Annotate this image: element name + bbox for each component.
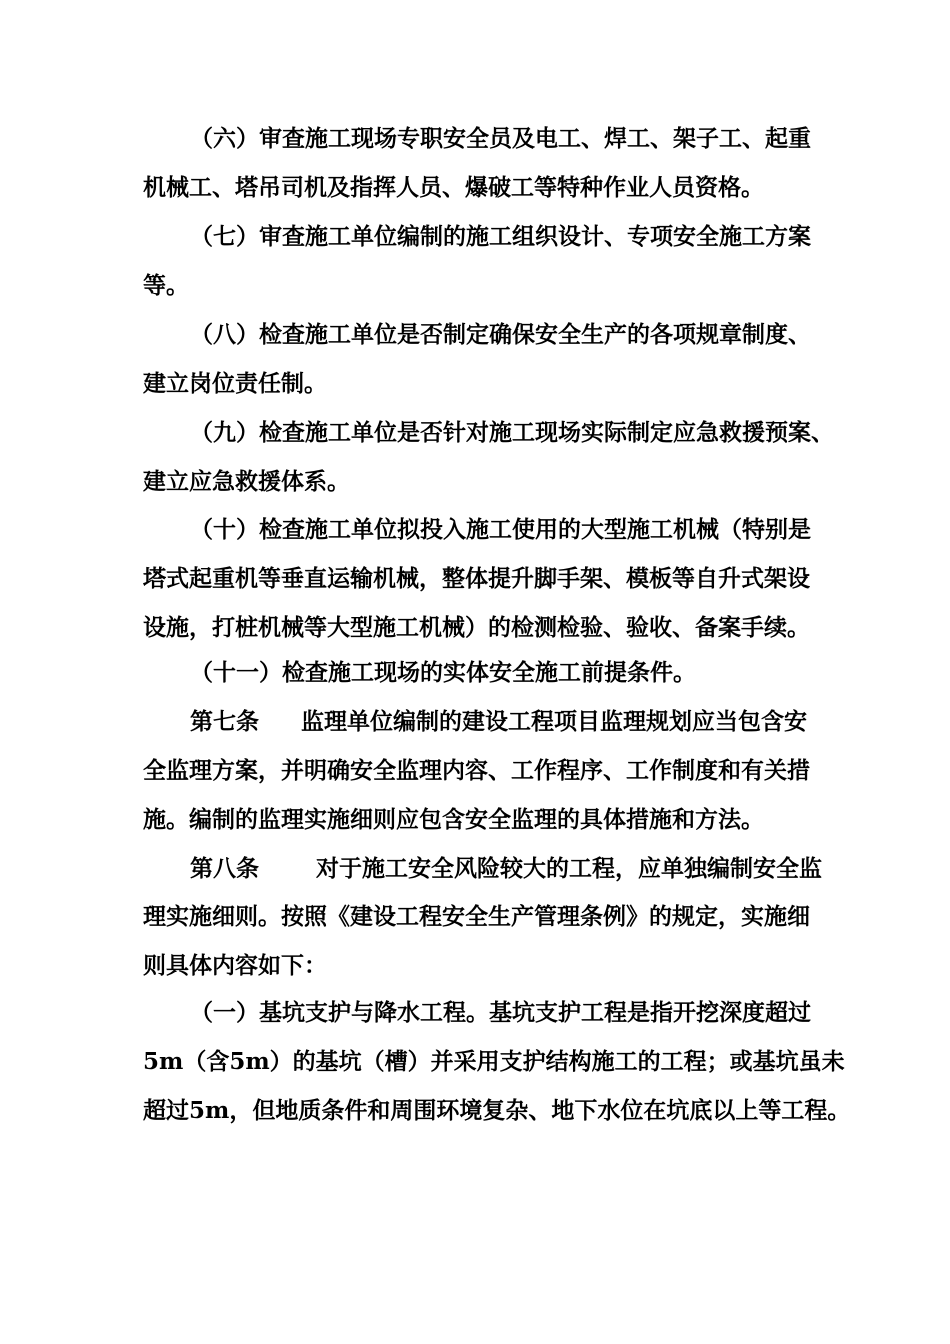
paragraph-10-line-2: 塔式起重机等垂直运输机械，整体提升脚手架、模板等自升式架设: [143, 565, 810, 592]
article-8-line-3: 则具体内容如下：: [143, 952, 327, 979]
article-7-line-1: [190, 707, 807, 737]
item-1-line-2: 5m（含5m）的基坑（槽）并采用支护结构施工的工程；或基坑虽未: [143, 1048, 845, 1075]
article-7-line-2: 全监理方案，并明确安全监理内容、工作程序、工作制度和有关措: [143, 757, 810, 784]
item-1-line-1: （一）基坑支护与降水工程。基坑支护工程是指开挖深度超过: [190, 999, 811, 1026]
paragraph-6-line-1: （六）审查施工现场专职安全员及电工、焊工、架子工、起重: [190, 125, 811, 152]
article-8-label: 第八条: [190, 855, 259, 882]
paragraph-9-line-1: （九）检查施工单位是否针对施工现场实际制定应急救援预案、: [190, 419, 834, 446]
paragraph-6-line-2: 机械工、塔吊司机及指挥人员、爆破工等特种作业人员资格。: [143, 174, 764, 201]
article-8-line-2: 理实施细则。按照《建设工程安全生产管理条例》的规定，实施细: [143, 903, 810, 930]
item-1-line-3: 超过5m，但地质条件和周围环境复杂、地下水位在坑底以上等工程。: [143, 1097, 851, 1124]
article-7-text: 监理单位编制的建设工程项目监理规划应当包含安: [301, 708, 807, 735]
paragraph-11-line-1: （十一）检查施工现场的实体安全施工前提条件。: [190, 659, 696, 686]
paragraph-8-line-1: （八）检查施工单位是否制定确保安全生产的各项规章制度、: [190, 321, 811, 348]
paragraph-9-line-2: 建立应急救援体系。: [143, 468, 350, 495]
paragraph-10-line-3: 设施，打桩机械等大型施工机械）的检测检验、验收、备案手续。: [143, 614, 810, 641]
paragraph-7-line-1: （七）审查施工单位编制的施工组织设计、专项安全施工方案: [190, 223, 811, 250]
article-8-line-1: [190, 854, 822, 884]
article-8-text: 对于施工安全风险较大的工程，应单独编制安全监: [316, 855, 822, 882]
paragraph-7-line-2: 等。: [143, 272, 189, 299]
paragraph-10-line-1: （十）检查施工单位拟投入施工使用的大型施工机械（特别是: [190, 516, 811, 543]
article-7-line-3: 施。编制的监理实施细则应包含安全监理的具体措施和方法。: [143, 806, 764, 833]
article-7-label: 第七条: [190, 708, 259, 735]
paragraph-8-line-2: 建立岗位责任制。: [143, 370, 327, 397]
